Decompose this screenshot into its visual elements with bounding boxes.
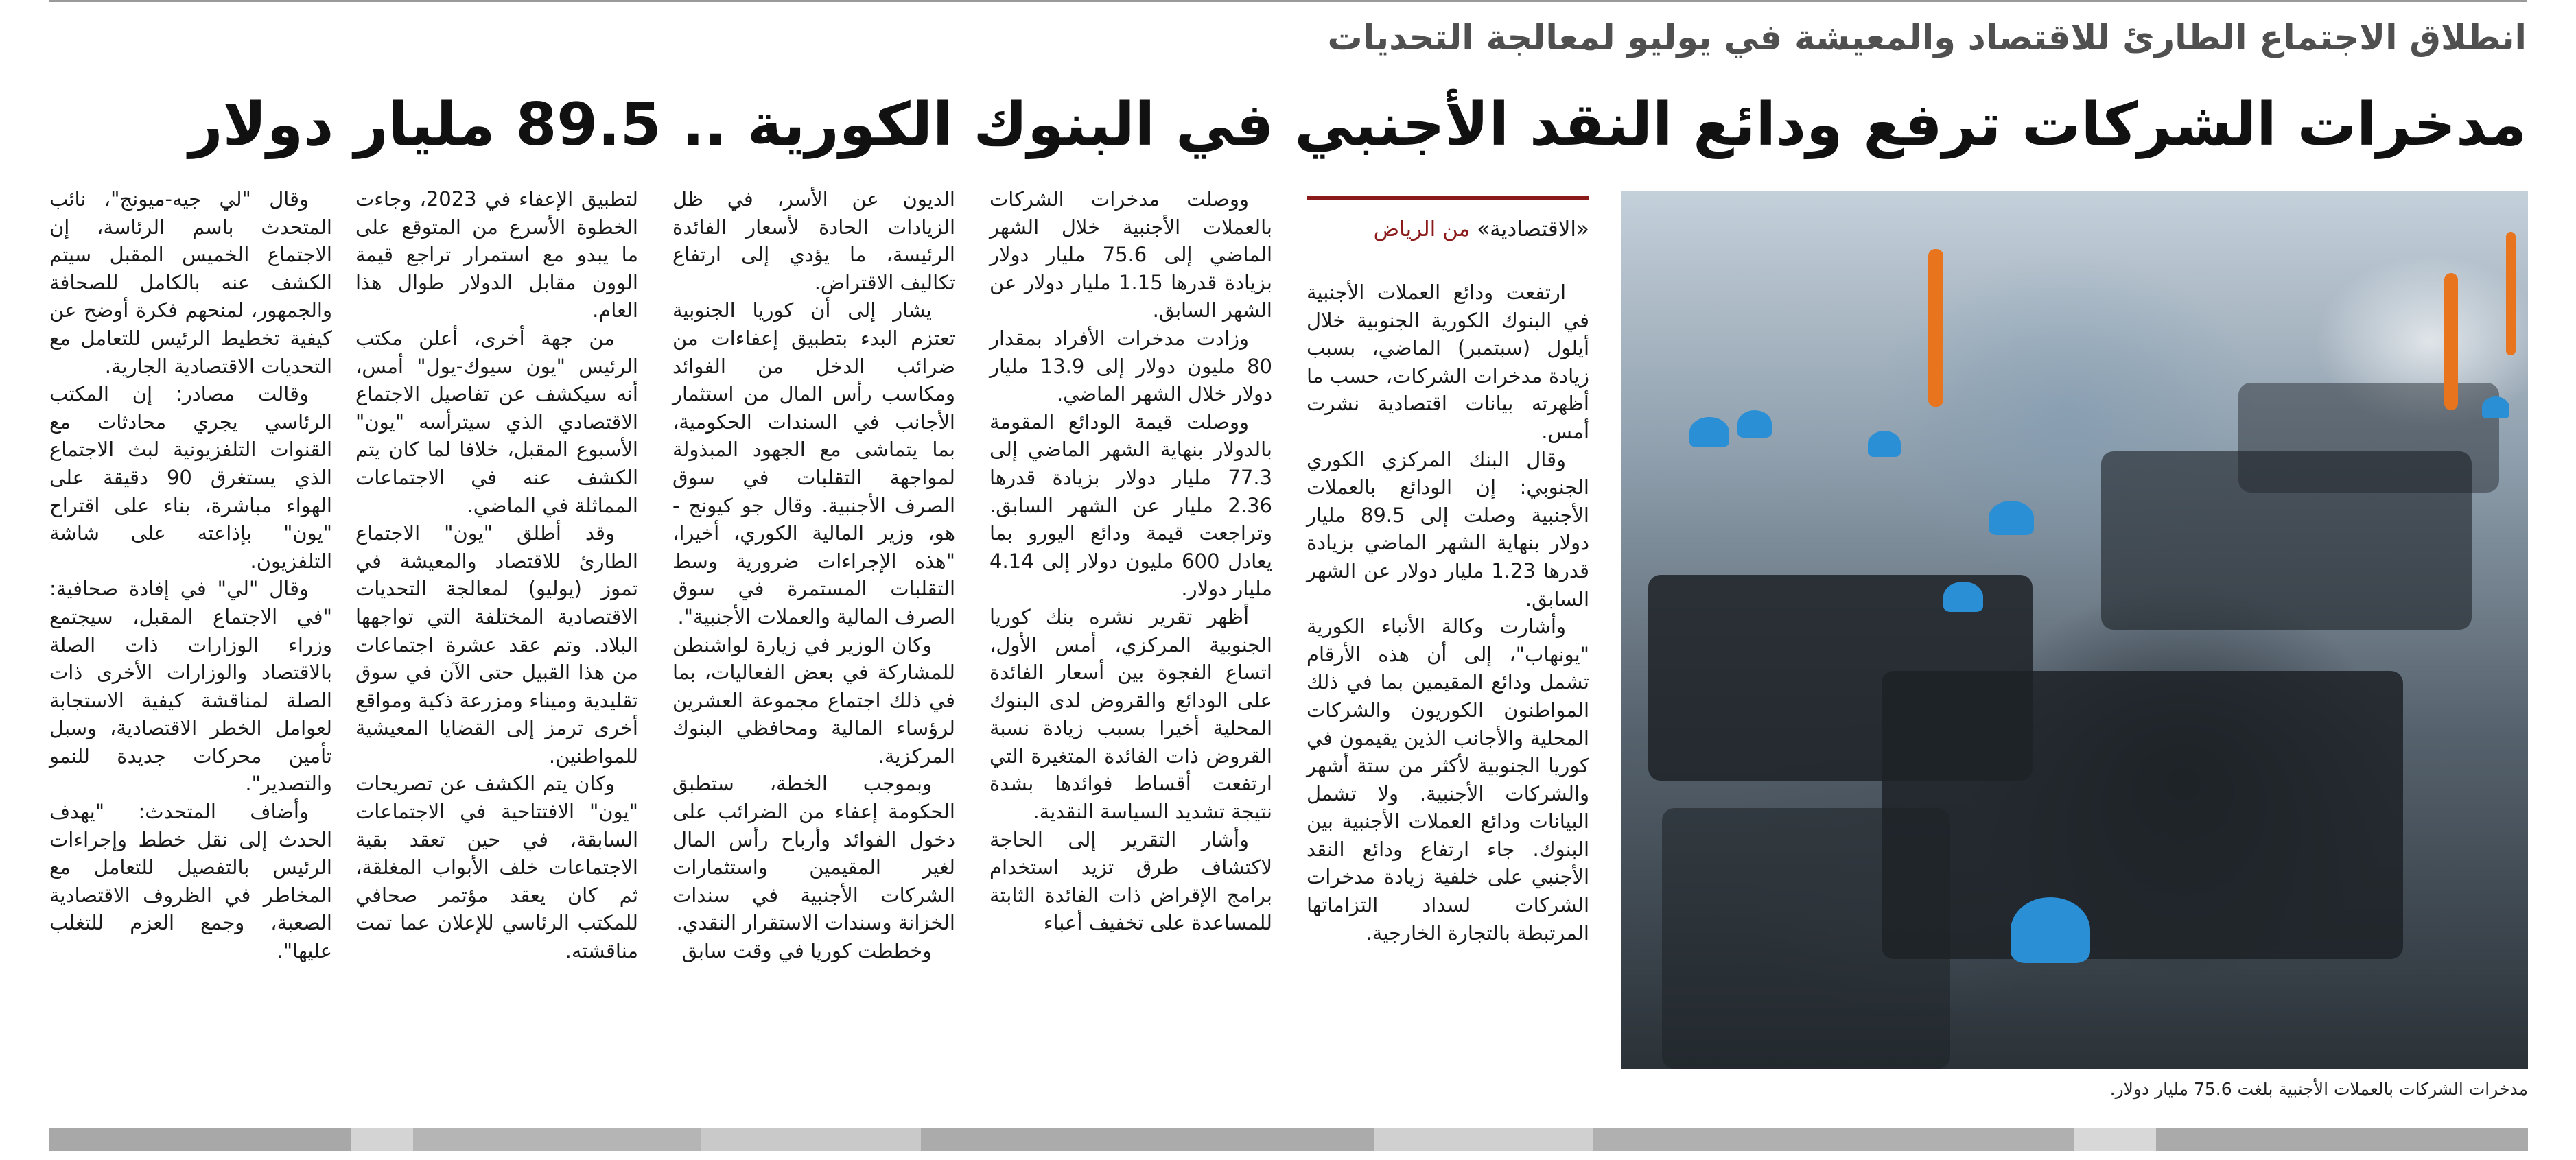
paragraph: وأشار التقرير إلى الحاجة لاكتشاف طرق تزيد استخدام برامج الإقراض ذات الفائدة الثابتة للمساعدة على تخفيف أعباء [990,827,1272,935]
article-column-5 [49,185,332,965]
article-column-2 [990,185,1272,937]
paragraph: يشار إلى أن كوريا الجنوبية تعتزم البدء بتطبيق إعفاءات من ضرائب الدخل من الفوائد ومكاسب رأس المال من استثمار الأجانب في السندات الحكومية، بما يتماشى مع الجهود المبذولة لمواجهة التقلبات في سوق الصرف الأجنبية. وقال جو كيونج - هو، وزير المالية الكوري، أخيرا، "هذه الإجراءات ضرورية وسط التقلبات المستمرة في سوق الصرف المالية والعملات الأجنبية". [672,298,955,628]
paragraph: وبموجب الخطة، ستطبق الحكومة إعفاء من الضرائب على دخول الفوائد وأرباح رأس المال لغير المقيمين واستثمارات الشركات الأجنبية في سندات الخزانة وسندات الاستقرار النقدي. [672,772,955,935]
main-headline: مدخرات الشركات ترفع ودائع النقد الأجنبي في البنوك الكورية .. 89.5 مليار دولار [189,91,2527,159]
paragraph: وأضاف المتحدث: "يهدف الحدث إلى نقل خطط وإجراءات الرئيس بالتفصيل للتعامل مع المخاطر في الظروف الاقتصادية الصعبة، وجمع العزم للتغلب عليها". [49,800,332,963]
article-photo [1621,191,2528,1069]
byline-outlet: «الاقتصادية» [1477,217,1589,241]
paragraph: وقال البنك المركزي الكوري الجنوبي: إن الودائع بالعملات الأجنبية وصلت إلى 89.5 مليار دولار بنهاية الشهر الماضي بزيادة قدرها 1.23 مليار دولار عن الشهر السابق. [1307,447,1589,611]
paragraph: أظهر تقرير نشره بنك كوريا الجنوبية المركزي، أمس الأول، اتساع الفجوة بين أسعار الفائدة على الودائع والقروض لدى البنوك المحلية أخيرا بسبب زيادة نسبة القروض ذات الفائدة المتغيرة التي ارتفعت أقساط فوائدها بشدة نتيجة تشديد السياسة النقدية. [990,604,1272,824]
paragraph: لتطبيق الإعفاء في 2023، وجاءت الخطوة الأسرع من المتوقع على ما يبدو مع استمرار تراجع قيمة الوون مقابل الدولار طوال هذا العام. [355,187,638,322]
paragraph: من جهة أخرى، أعلن مكتب الرئيس "يون سيوك-يول" أمس، أنه سيكشف عن تفاصيل الاجتماع الاقتصادي الذي سيترأسه "يون" الأسبوع المقبل، خلافا لما كان يتم الكشف عنه في الاجتماعات المماثلة في الماضي. [355,326,638,517]
paragraph: ووصلت قيمة الودائع المقومة بالدولار بنهاية الشهر الماضي إلى 77.3 مليار دولار بزيادة قدرها 2.36 مليار عن الشهر السابق. وتراجعت قيمة ودائع اليورو بما يعادل 600 مليون دولار إلى 4.14 مليار دولار. [990,410,1272,601]
article-column-3 [672,185,955,965]
article-column-4 [355,185,638,965]
paragraph: وقالت مصادر: إن المكتب الرئاسي يجري محادثات مع القنوات التلفزيونية لبث الاجتماع الذي يستغرق 90 دقيقة على الهواء مباشرة، بناء على اقتراح "يون" بإذاعته على شاشة التلفزيون. [49,382,332,573]
bottom-decorative-bar [49,1128,2528,1151]
byline [1307,213,1589,246]
top-divider [49,0,2527,2]
paragraph: وقال "لي" في إفادة صحافية: "في الاجتماع المقبل، سيجتمع وزراء الوزارات ذات الصلة بالاقتصاد والوزارات الأخرى ذات الصلة لمناقشة كيفية الاستجابة لعوامل الخطر الاقتصادية، وسبل تأمين محركات جديدة للنمو والتصدير". [49,577,332,796]
paragraph: وخططت كوريا في وقت سابق [681,939,932,963]
photo-caption: مدخرات الشركات بالعملات الأجنبية بلغت 75.6 مليار دولار. [2109,1079,2528,1099]
paragraph: وأشارت وكالة الأنباء الكورية "يونهاب"، إلى أن هذه الأرقام تشمل ودائع المقيمين بما في ذلك المواطنون الكوريون والشركات المحلية والأجانب الذين يقيمون في كوريا الجنوبية لأكثر من ستة أشهر والشركات الأجنبية. ولا تشمل البيانات ودائع العملات الأجنبية بين البنوك. جاء ارتفاع ودائع النقد الأجنبي على خلفية زيادة مدخرات الشركات لسداد التزاماتها المرتبطة بالتجارة الخارجية. [1307,615,1589,945]
paragraph: وزادت مدخرات الأفراد بمقدار 80 مليون دولار إلى 13.9 مليار دولار خلال الشهر الماضي. [990,326,1272,406]
byline-rule [1307,196,1589,200]
kicker-subheadline: انطلاق الاجتماع الطارئ للاقتصاد والمعيشة في يوليو لمعالجة التحديات [1327,18,2527,58]
paragraph: ارتفعت ودائع العملات الأجنبية في البنوك الكورية الجنوبية خلال أيلول (سبتمبر) الماضي، بسبب زيادة مدخرات الشركات، حسب ما أظهرته بيانات اقتصادية نشرت أمس. [1307,281,1589,443]
article-column-1 [1307,279,1589,947]
paragraph: وكان يتم الكشف عن تصريحات "يون" الافتتاحية في الاجتماعات السابقة، في حين تعقد بقية الاجتماعات خلف الأبواب المغلقة، ثم كان يعقد مؤتمر صحافي للمكتب الرئاسي للإعلان عما تمت مناقشته. [355,772,638,963]
paragraph: وكان الوزير في زيارة لواشنطن للمشاركة في بعض الفعاليات، بما في ذلك اجتماع مجموعة العشرين لرؤساء المالية ومحافظي البنوك المركزية. [672,632,955,768]
paragraph: وقال "لي جيه-ميونج"، نائب المتحدث باسم الرئاسة، إن الاجتماع الخميس المقبل سيتم الكشف عنه بالكامل للصحافة والجمهور، لمنحهم فكرة أوضح عن كيفية تخطيط الرئيس للتعامل مع التحديات الاقتصادية الجارية. [49,187,332,378]
paragraph: وقد أطلق "يون" الاجتماع الطارئ للاقتصاد والمعيشة في تموز (يوليو) لمعالجة التحديات الاقتصادية المختلفة التي تواجهها البلاد. وتم عقد عشرة اجتماعات من هذا القبيل حتى الآن في سوق تقليدية وميناء ومزرعة ذكية ومواقع أخرى ترمز إلى القضايا المعيشية للمواطنين. [355,521,638,768]
paragraph: ووصلت مدخرات الشركات بالعملات الأجنبية خلال الشهر الماضي إلى 75.6 مليار دولار بزيادة قدرها 1.15 مليار دولار عن الشهر السابق. [990,187,1272,322]
byline-source: من الرياض [1373,217,1471,241]
paragraph: الديون عن الأسر، في ظل الزيادات الحادة لأسعار الفائدة الرئيسة، ما يؤدي إلى ارتفاع تكاليف الاقتراض. [672,187,955,294]
